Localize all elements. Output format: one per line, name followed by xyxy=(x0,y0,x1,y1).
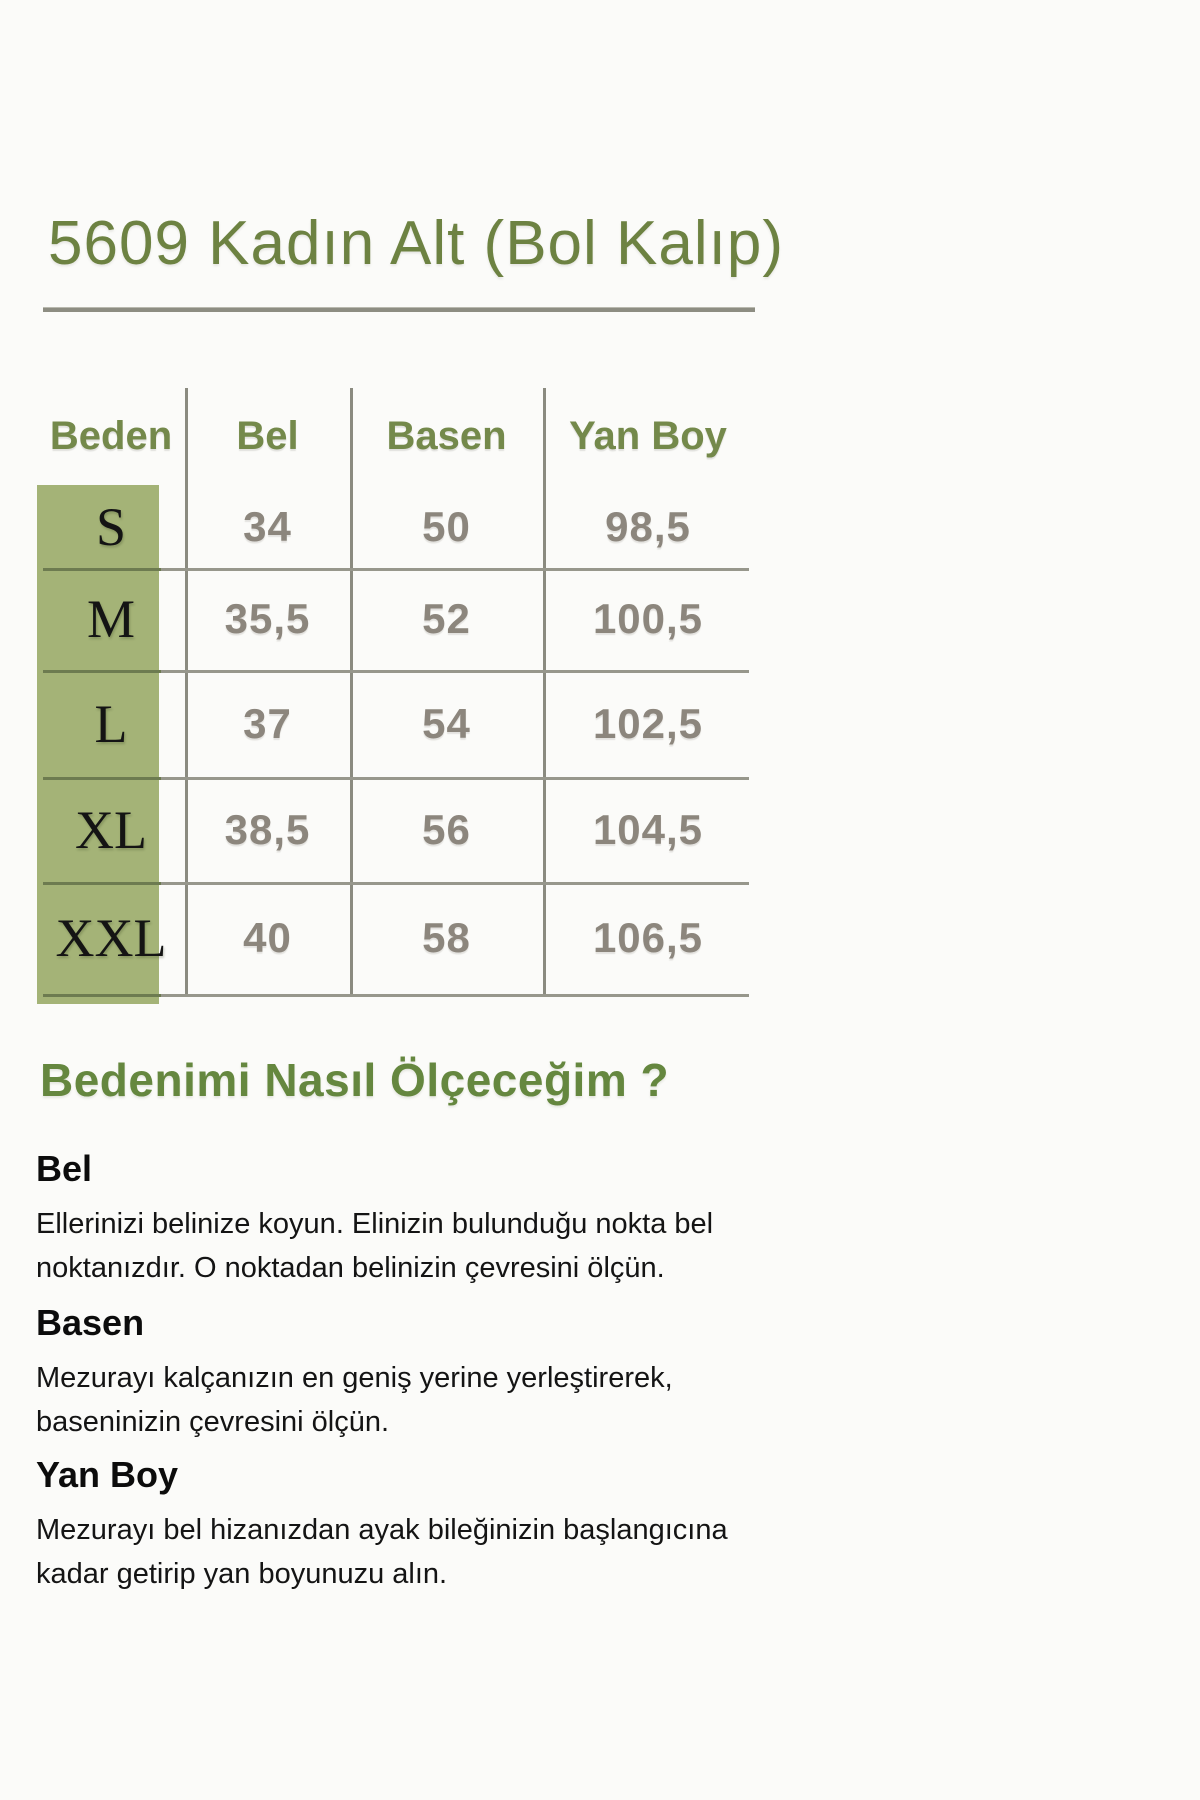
bel-value: 37 xyxy=(243,699,292,747)
bel-value: 34 xyxy=(243,502,292,550)
column-header-basen: Basen xyxy=(386,414,507,458)
table-row-l xyxy=(37,670,753,777)
column-header-beden: Beden xyxy=(49,414,173,458)
basen-value: 50 xyxy=(422,502,471,550)
table-row-xxl xyxy=(37,882,753,994)
basen-value: 56 xyxy=(422,805,471,853)
size-cell: S xyxy=(95,496,127,557)
section-title: Yan Boy xyxy=(36,1454,179,1495)
section-text-line: baseninizin çevresini ölçün. xyxy=(36,1406,390,1438)
basen-value: 58 xyxy=(422,914,471,961)
section-text-line: kadar getirip yan boyunuzu alın. xyxy=(36,1558,448,1590)
page-title: 5609 Kadın Alt (Bol Kalıp) xyxy=(48,209,785,278)
yan-boy-value: 98,5 xyxy=(605,502,691,550)
table-row-m xyxy=(37,568,753,670)
size-cell: L xyxy=(94,693,128,754)
section-text-line: Ellerinizi belinize koyun. Elinizin bulunduğu nokta bel xyxy=(36,1208,714,1240)
size-chart-table xyxy=(37,388,753,1004)
bel-value: 35,5 xyxy=(224,595,311,642)
bel-value: 40 xyxy=(243,914,292,961)
section-title: Basen xyxy=(36,1302,145,1343)
section-text-line: Mezurayı kalçanızın en geniş yerine yerleştirerek, xyxy=(36,1362,673,1394)
section-text-line: Mezurayı bel hizanızdan ayak bileğinizin başlangıcına xyxy=(36,1514,728,1546)
bel-value: 38,5 xyxy=(224,805,311,853)
section-bel xyxy=(36,1148,1166,1290)
basen-value: 52 xyxy=(422,595,471,642)
basen-value: 54 xyxy=(422,699,471,747)
section-title: Bel xyxy=(36,1148,93,1189)
section-yan-boy xyxy=(36,1454,1166,1596)
yan-boy-value: 104,5 xyxy=(592,805,704,853)
yan-boy-value: 106,5 xyxy=(592,914,704,961)
section-basen xyxy=(36,1302,1166,1444)
measure-guide-heading: Bedenimi Nasıl Ölçeceğim ? xyxy=(40,1054,670,1106)
size-cell: XXL xyxy=(55,908,167,968)
table-bottom-border xyxy=(43,994,749,997)
column-header-bel: Bel xyxy=(236,414,299,458)
table-row-xl xyxy=(37,777,753,882)
table-header-row xyxy=(37,388,753,485)
size-cell: XL xyxy=(75,799,147,860)
column-header-yan-boy: Yan Boy xyxy=(569,414,727,458)
yan-boy-value: 100,5 xyxy=(592,595,704,642)
size-cell: M xyxy=(86,589,135,649)
title-underline xyxy=(43,307,755,312)
yan-boy-value: 102,5 xyxy=(592,699,704,747)
table-row-s xyxy=(37,485,753,568)
section-text-line: noktanızdır. O noktadan belinizin çevresini ölçün. xyxy=(36,1252,665,1284)
